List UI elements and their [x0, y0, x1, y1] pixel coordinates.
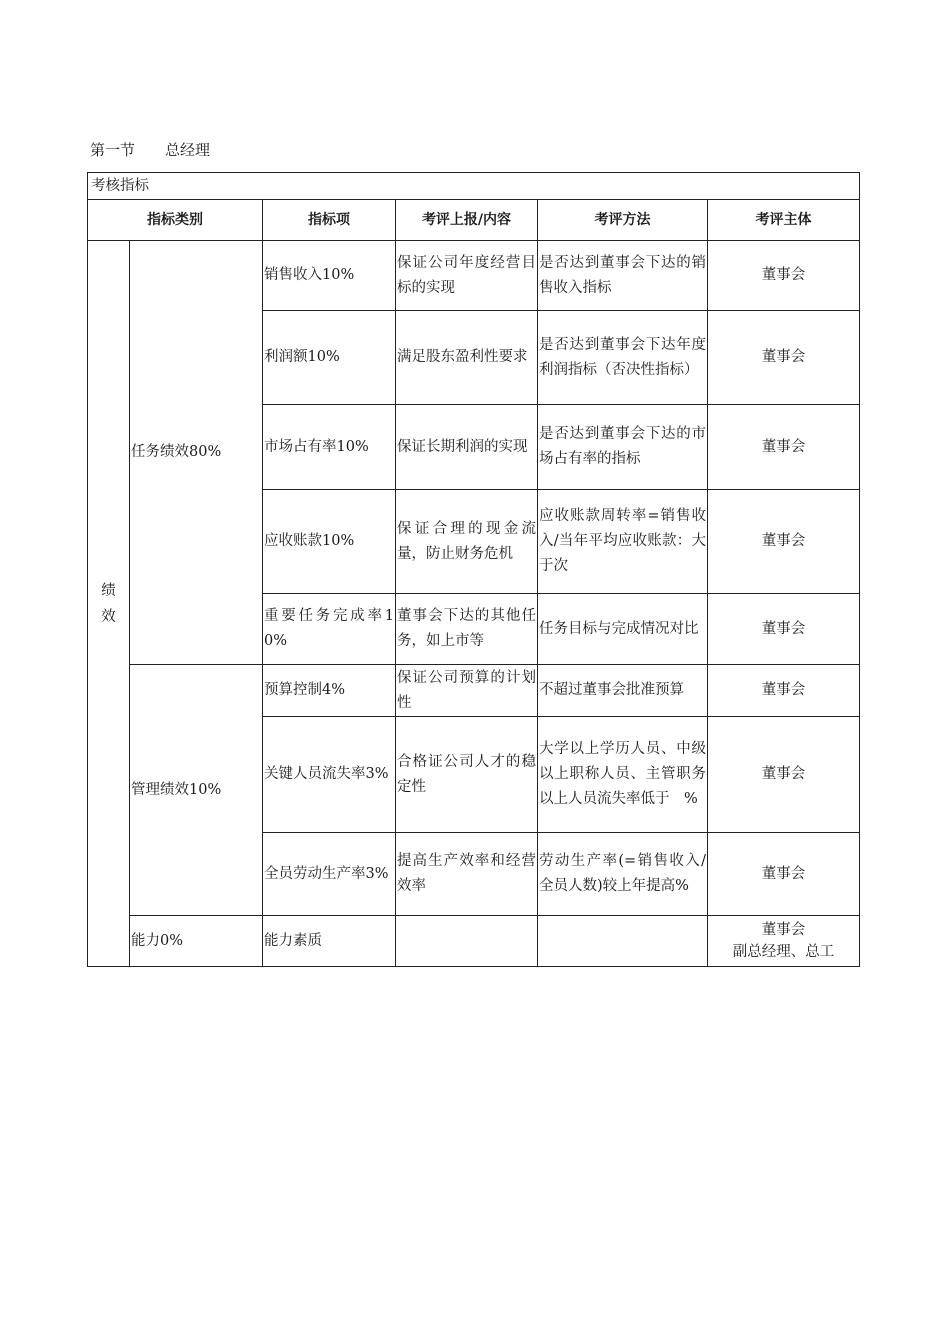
method-cell: 应收账款周转率=销售收入/当年平均应收账款：大于次: [538, 490, 708, 594]
subject-cell: 董事会: [708, 241, 860, 311]
header-content: 考评上报/内容: [396, 200, 538, 241]
method-cell: 是否达到董事会下达的销售收入指标: [538, 241, 708, 311]
table-caption: 考核指标: [88, 173, 860, 200]
category-label: 绩效: [101, 582, 116, 625]
table-caption-row: [88, 173, 860, 200]
content-cell: 保证公司年度经营目标的实现: [396, 241, 538, 311]
content-cell: 保证公司预算的计划性: [396, 665, 538, 717]
header-item: 指标项: [263, 200, 396, 241]
subject-cell: 董事会: [708, 490, 860, 594]
item-cell: 市场占有率10%: [263, 405, 396, 490]
kpi-table: [87, 172, 860, 967]
header-method: 考评方法: [538, 200, 708, 241]
content-cell: 保证长期利润的实现: [396, 405, 538, 490]
group-ability: 能力0%: [130, 916, 263, 967]
content-cell: 满足股东盈利性要求: [396, 311, 538, 405]
method-cell: 劳动生产率(=销售收入/全员人数)较上年提高%: [538, 833, 708, 916]
subject-cell: [708, 916, 860, 967]
table-row: [88, 241, 860, 311]
table-header-row: [88, 200, 860, 241]
content-cell: 董事会下达的其他任务，如上市等: [396, 594, 538, 665]
method-cell: 任务目标与完成情况对比: [538, 594, 708, 665]
item-cell: 重要任务完成率10%: [263, 594, 396, 665]
table-row: [88, 665, 860, 717]
content-cell: 保证合理的现金流量，防止财务危机: [396, 490, 538, 594]
method-cell: 大学以上学历人员、中级以上职称人员、主管职务以上人员流失率低于 %: [538, 717, 708, 833]
item-cell: 关键人员流失率3%: [263, 717, 396, 833]
subject-cell: 董事会: [708, 405, 860, 490]
item-cell: 利润额10%: [263, 311, 396, 405]
table-row: [88, 916, 860, 967]
item-cell: 全员劳动生产率3%: [263, 833, 396, 916]
subject-line-deputies: 副总经理、总工: [732, 944, 835, 960]
content-cell: 合格证公司人才的稳定性: [396, 717, 538, 833]
subject-cell: 董事会: [708, 665, 860, 717]
subject-cell: 董事会: [708, 717, 860, 833]
group-management-performance: 管理绩效10%: [130, 665, 263, 916]
section-title: 第一节 总经理: [90, 141, 211, 159]
item-cell: 预算控制4%: [263, 665, 396, 717]
item-cell: 能力素质: [263, 916, 396, 967]
group-task-performance: 任务绩效80%: [130, 241, 263, 665]
content-cell: 提高生产效率和经营效率: [396, 833, 538, 916]
header-category: 指标类别: [88, 200, 263, 241]
item-cell: 应收账款10%: [263, 490, 396, 594]
category-cell: [88, 241, 130, 967]
subject-cell: 董事会: [708, 833, 860, 916]
item-cell: 销售收入10%: [263, 241, 396, 311]
method-cell: 不超过董事会批准预算: [538, 665, 708, 717]
subject-line-board: 董事会: [761, 922, 806, 938]
subject-cell: 董事会: [708, 594, 860, 665]
method-cell: 是否达到董事会下达年度利润指标（否决性指标）: [538, 311, 708, 405]
method-cell: 是否达到董事会下达的市场占有率的指标: [538, 405, 708, 490]
method-cell: [538, 916, 708, 967]
header-subject: 考评主体: [708, 200, 860, 241]
content-cell: [396, 916, 538, 967]
subject-cell: 董事会: [708, 311, 860, 405]
